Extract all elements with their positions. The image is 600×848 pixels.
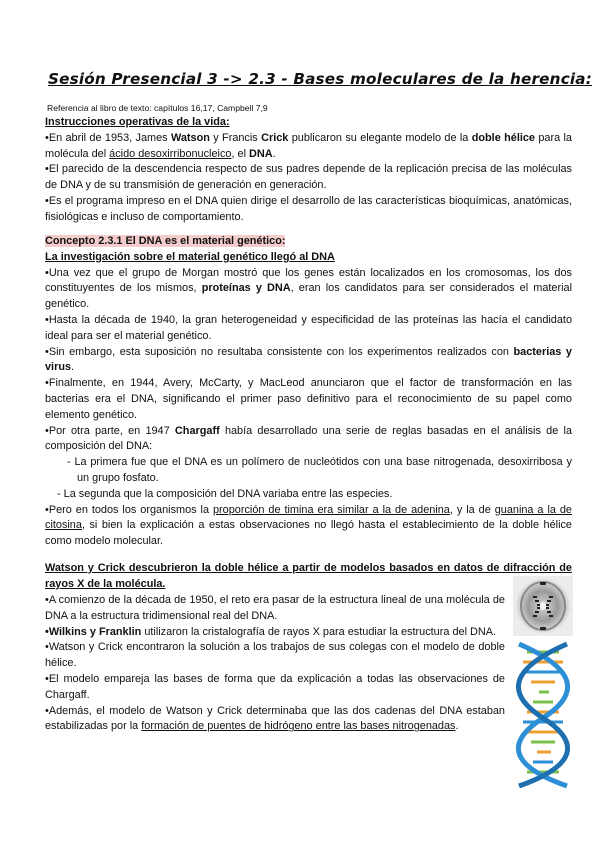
watson-crick-paragraph-1: •A comienzo de la década de 1950, el reto era pasar de la estructura lineal de una molécula de DNA a la estructura tridimensional real del DNA. xyxy=(45,594,505,622)
concept-paragraph-4: •Finalmente, en 1944, Avery, McCarty, y MacLeod anunciaron que el factor de transformación en las bacterias era el DNA, significando el primer paso definitivo para el reconocimiento de su papel como elemento genético. xyxy=(45,377,572,421)
instructions-section xyxy=(45,115,572,226)
concept-label-line xyxy=(45,234,572,250)
chargaff-rule-1: - La primera fue que el DNA es un polímero de nucleótidos con una base nitrogenada, desoxirribosa y un grupo fosfato. xyxy=(67,456,572,484)
watson-crick-paragraph-2: •Wilkins y Franklin utilizaron la cristalografía de rayos X para estudiar la estructura del DNA. xyxy=(45,625,497,638)
watson-crick-paragraph-4: •El modelo empareja las bases de forma que da explicación a todas las observaciones de Chargaff. xyxy=(45,672,505,701)
instructions-heading: Instrucciones operativas de la vida: xyxy=(45,116,230,128)
concept-paragraph-6: •Pero en todos los organismos la proporción de timina era similar a la de adenina, y la de guanina a la de citosina, si bien la explicación a estas observaciones no llegó hasta el establecimiento de la doble hélice como modelo molecular. xyxy=(45,503,572,548)
concept-subheading: La investigación sobre el material genético llegó al DNA xyxy=(45,250,335,263)
concept-section xyxy=(45,234,572,550)
concept-paragraph-5: •Por otra parte, en 1947 Chargaff había desarrollado una serie de reglas basadas en el análisis de la composición del DNA: xyxy=(45,424,572,453)
concept-paragraph-2: •Hasta la década de 1940, la gran heterogeneidad y especificidad de las proteínas las hacía el candidato ideal para ser el material genético. xyxy=(45,313,572,342)
concept-label: Concepto 2.3.1 El DNA es el material genético: xyxy=(45,235,286,247)
chargaff-rule-2: - La segunda que la composición del DNA variaba entre las especies. xyxy=(57,487,393,500)
watson-crick-paragraph-5: •Además, el modelo de Watson y Crick determinaba que las dos cadenas del DNA estaban estabilizadas por la formación de puentes de hidrógeno entre las bases nitrogenadas. xyxy=(45,704,505,733)
concept-paragraph-1: •Una vez que el grupo de Morgan mostró que los genes están localizados en los cromosomas, los dos constituyentes de los mismos, proteínas y DNA, eran los candidatos para ser considerados el material genético. xyxy=(45,266,572,311)
page-title: Sesión Presencial 3 -> 2.3 - Bases moleculares de la herencia: xyxy=(48,70,593,88)
textbook-reference: Referencia al libro de texto: capítulos 16,17, Campbell 7,9 xyxy=(47,103,268,113)
xray-diffraction-image xyxy=(513,576,573,636)
watson-crick-paragraph-3: •Watson y Crick encontraron la solución a los trabajos de sus colegas con el modelo de doble hélice. xyxy=(45,641,505,670)
instructions-paragraph-2: •El parecido de la descendencia respecto de sus padres depende de la replicación precisa de las moléculas de DNA y de su transmisión de generación en generación. xyxy=(45,163,572,192)
concept-paragraph-3: •Sin embargo, esta suposición no resultaba consistente con los experimentos realizados con bacterias y virus. xyxy=(45,345,572,374)
instructions-paragraph-3: •Es el programa impreso en el DNA quien dirige el desarrollo de las características bioquímicas, anatómicas, fisiológicas e incluso de comportamiento. xyxy=(45,194,572,223)
dna-double-helix-image xyxy=(509,640,577,788)
watson-crick-heading: Watson y Crick descubrieron la doble hélice a partir de modelos basados en datos de difracción de rayos X de la molécula. xyxy=(45,562,572,590)
instructions-paragraph-1: •En abril de 1953, James Watson y Francis Crick publicaron su elegante modelo de la doble hélice para la molécula del ácido desoxirribonucleico, el DNA. xyxy=(45,131,572,160)
watson-crick-section xyxy=(45,593,505,735)
